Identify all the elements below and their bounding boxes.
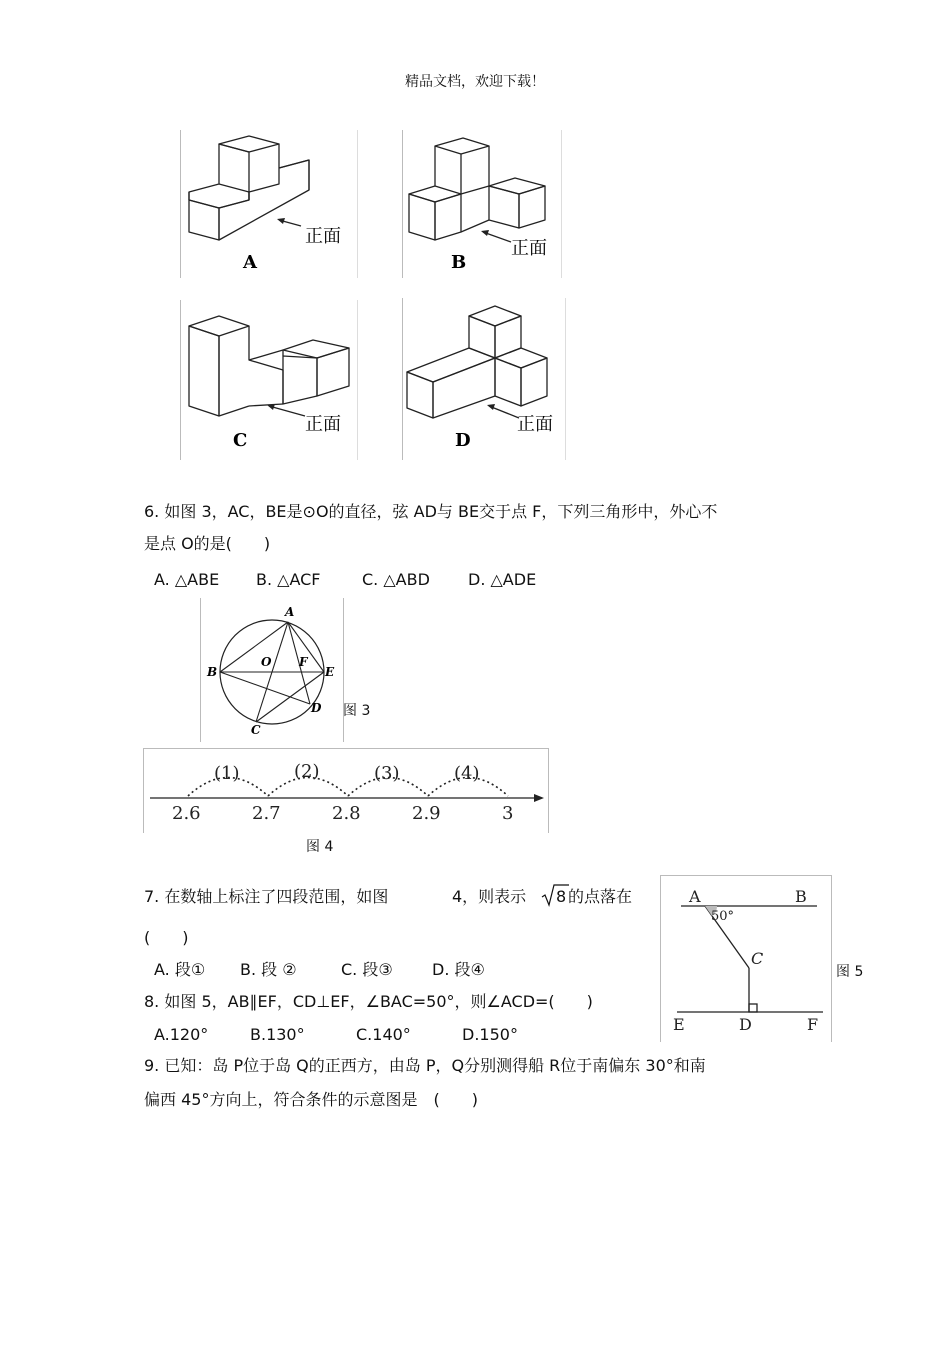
q6-choice-b: B. △ACF [256, 570, 321, 589]
figure-5 [660, 875, 832, 1042]
figure-3 [200, 598, 344, 742]
q7-choice-d: D. 段④ [432, 960, 485, 979]
tick-2-8: 2.8 [332, 803, 361, 824]
point-c: C [251, 723, 261, 737]
q7-choice-b: B. 段 ② [240, 960, 297, 979]
figure-4-caption: 图 4 [306, 839, 334, 855]
q7-choice-c: C. 段③ [341, 960, 393, 979]
tick-2-9: 2.9 [412, 803, 441, 824]
fig5-point-b: B [795, 887, 807, 906]
fig5-point-c: C [751, 949, 764, 968]
front-label: 正面 [305, 226, 341, 247]
front-label: 正面 [305, 414, 341, 435]
q6-choice-d: D. △ADE [468, 570, 537, 589]
q6-line1: 6. 如图 3，AC，BE是⊙O的直径，弦 AD与 BE交于点 F，下列三角形中，外心不 [144, 502, 718, 521]
point-e: E [325, 665, 335, 679]
front-label: 正面 [517, 414, 553, 435]
q6-choice-a: A. △ABE [154, 570, 220, 589]
option-c-label: C [233, 430, 248, 451]
q8-choice-b: B.130° [250, 1025, 305, 1044]
point-o: O [261, 655, 272, 669]
fig5-point-e: E [673, 1015, 685, 1034]
figure-5-drawing [661, 876, 831, 1042]
option-b-drawing [403, 130, 561, 278]
point-d: D [311, 701, 322, 715]
q6-choice-c: C. △ABD [362, 570, 430, 589]
tick-2-6: 2.6 [172, 803, 201, 824]
q7-line2: ( ) [144, 928, 189, 947]
fig5-point-f: F [807, 1015, 819, 1034]
q7-line1-b: 4，则表示 [452, 887, 527, 906]
segment-3-label: (3) [374, 763, 400, 784]
q7-line1-c: 的点落在 [568, 887, 633, 906]
point-a: A [285, 605, 295, 619]
figure-3-caption: 图 3 [343, 703, 371, 719]
option-c-drawing [181, 300, 357, 460]
segment-4-label: (4) [454, 763, 480, 784]
figure-5-caption: 图 5 [836, 964, 864, 980]
fig5-point-d: D [739, 1015, 752, 1034]
segment-1-label: (1) [214, 763, 240, 784]
front-label: 正面 [511, 238, 547, 259]
figure-4 [143, 748, 549, 833]
tick-2-7: 2.7 [252, 803, 281, 824]
q8-choice-c: C.140° [356, 1025, 411, 1044]
fig5-point-a: A [689, 887, 701, 906]
q8-choice-a: A.120° [154, 1025, 209, 1044]
segment-2-label: (2) [294, 761, 320, 782]
q7-choice-a: A. 段① [154, 960, 206, 979]
q8-choice-d: D.150° [462, 1025, 518, 1044]
fig5-angle-50: 50° [711, 909, 735, 924]
q6-line2: 是点 O的是( ) [144, 534, 271, 553]
option-b-figure [402, 130, 562, 278]
option-d-drawing [403, 298, 565, 460]
option-d-figure [402, 298, 566, 460]
q7-line1-a: 7. 在数轴上标注了四段范围，如图 [144, 887, 389, 906]
q8-line1: 8. 如图 5，AB∥EF，CD⊥EF，∠BAC=50°，则∠ACD=( ) [144, 992, 593, 1011]
point-f: F [299, 655, 308, 669]
option-a-figure [180, 130, 358, 278]
figure-3-drawing [201, 598, 343, 742]
tick-3: 3 [502, 803, 514, 824]
option-b-label: B [451, 252, 467, 273]
option-d-label: D [455, 430, 471, 451]
page-header: 精品文档，欢迎下载！ [405, 74, 545, 90]
radicand: 8 [556, 887, 567, 906]
figure-4-drawing [144, 749, 548, 833]
option-a-label: A [243, 252, 257, 273]
option-a-drawing [181, 130, 357, 278]
option-c-figure [180, 300, 358, 460]
q9-line1: 9. 已知：岛 P位于岛 Q的正西方，由岛 P，Q分别测得船 R位于南偏东 30°和南 [144, 1056, 706, 1075]
point-b: B [207, 665, 218, 679]
q9-line2: 偏西 45°方向上，符合条件的示意图是 ( ) [144, 1090, 478, 1109]
